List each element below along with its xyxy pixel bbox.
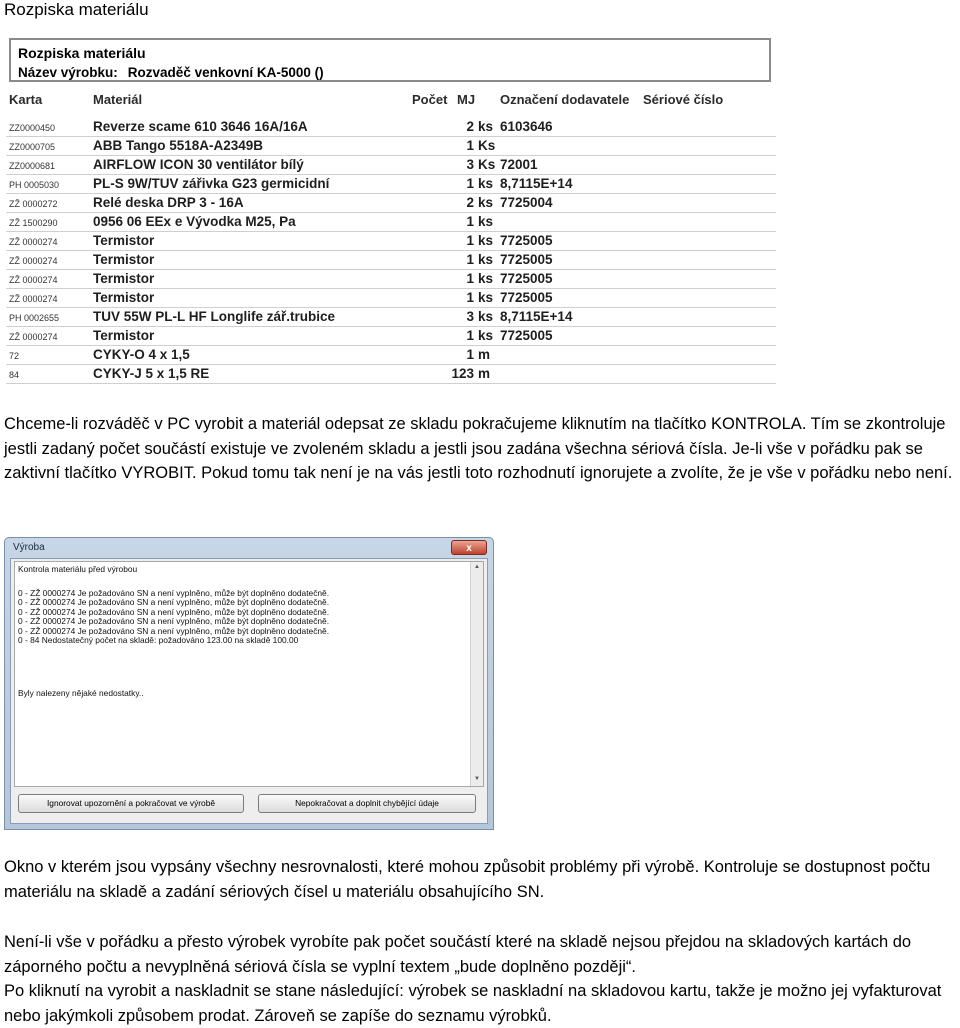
cell-unit: Ks — [478, 138, 496, 153]
dialog-title: Výroba — [13, 542, 45, 553]
cell-count: 1 — [466, 233, 474, 248]
cell-unit: ks — [478, 271, 494, 286]
cell-supplier: 8,7115E+14 — [500, 309, 573, 324]
cell-supplier: 8,7115E+14 — [500, 176, 573, 191]
bom-row — [6, 137, 776, 156]
cell-count: 2 — [466, 119, 474, 134]
cell-material: Termistor — [93, 290, 155, 305]
cell-unit: ks — [478, 119, 494, 134]
cell-material: 0956 06 EEx e Vývodka M25, Pa — [93, 214, 296, 229]
cell-unit: ks — [478, 328, 494, 343]
cell-supplier: 6103646 — [500, 119, 553, 134]
cell-card: ZŽ 1500290 — [9, 218, 58, 228]
col-supplier: Označení dodavatele — [500, 92, 630, 107]
scroll-up-icon[interactable]: ▲ — [474, 564, 480, 570]
cell-unit: ks — [478, 195, 494, 210]
cell-unit: ks — [478, 252, 494, 267]
cell-card: ZŽ 0000274 — [9, 332, 58, 342]
cell-material: CYKY-J 5 x 1,5 RE — [93, 366, 210, 381]
cell-card: ZŽ 0000272 — [9, 199, 58, 209]
close-button[interactable]: x — [451, 540, 487, 555]
col-count: Počet — [412, 92, 448, 107]
cell-count: 1 — [466, 214, 474, 229]
memo-line: 0 - 84 Nedostatečný počet na skladě: požadováno 123.00 na skladě 100.00 — [18, 635, 299, 646]
cell-material: CYKY-O 4 x 1,5 — [93, 347, 190, 362]
cell-material: Termistor — [93, 252, 155, 267]
paragraph-kontrola: Chceme-li rozváděč v PC vyrobit a materiál odepsat ze skladu pokračujeme kliknutím na tlačítko KONTROLA. Tím se zkontroluje jestli zadaný počet součástí existuje ve zvoleném skladu a jestli jsou zadána všechna sériová čísla. Je-li vše v pořádku pak se zaktivní tlačítko VYROBIT. Pokud tomu tak není je na vás jestli toto rozhodnutí ignorujete a zvolíte, že je vše v pořádku nebo není. — [4, 415, 953, 482]
product-name-line — [18, 65, 334, 80]
memo-heading: Kontrola materiálu před výrobou — [18, 564, 138, 574]
bom-row — [6, 308, 776, 327]
bom-row — [6, 156, 776, 175]
col-serial: Sériové číslo — [643, 92, 724, 107]
cell-material: PL-S 9W/TUV zářivka G23 germicidní — [93, 176, 330, 191]
bom-row — [6, 327, 776, 346]
cell-card: ZZ0000450 — [9, 123, 56, 133]
cell-count: 123 — [451, 366, 474, 381]
cell-card: PH 0005030 — [9, 180, 60, 190]
cell-supplier: 72001 — [500, 157, 538, 172]
product-label: Název výrobku: — [18, 65, 118, 80]
cell-unit: ks — [478, 309, 494, 324]
bom-row — [6, 270, 776, 289]
cell-material: AIRFLOW ICON 30 ventilátor bílý — [93, 157, 304, 172]
cell-card: ZŽ 0000274 — [9, 275, 58, 285]
cell-supplier: 7725005 — [500, 252, 553, 267]
bom-title: Rozpiska materiálu — [18, 45, 146, 61]
dialog-body — [10, 558, 488, 824]
col-card: Karta — [9, 92, 43, 107]
production-dialog — [4, 537, 494, 830]
cell-count: 2 — [466, 195, 474, 210]
scroll-down-icon[interactable]: ▼ — [474, 776, 480, 782]
memo-line: 0 - ZŽ 0000274 Je požadováno SN a není vyplněno, může být doplněno dodatečně. — [18, 588, 330, 598]
bom-row — [6, 175, 776, 194]
memo-line: 0 - ZŽ 0000274 Je požadováno SN a není vyplněno, může být doplněno dodatečně. — [18, 597, 330, 608]
cell-count: 3 — [466, 157, 474, 172]
col-unit: MJ — [457, 92, 476, 107]
bom-column-headers — [6, 92, 776, 110]
bom-rows — [6, 118, 776, 384]
cell-supplier: 7725005 — [500, 328, 553, 343]
bom-row — [6, 346, 776, 365]
cell-count: 1 — [466, 252, 474, 267]
cell-unit: ks — [478, 176, 494, 191]
cell-material: Termistor — [93, 271, 155, 286]
memo-line: 0 - ZŽ 0000274 Je požadováno SN a není vyplněno, může být doplněno dodatečně. — [18, 606, 330, 617]
page-heading: Rozpiska materiálu — [4, 0, 149, 19]
cell-card: ZZ0000705 — [9, 142, 56, 152]
memo-scrollbar[interactable] — [470, 562, 483, 786]
paragraph-po-kliknuti: Po kliknutí na vyrobit a naskladnit se stane následující: výrobek se naskladní na skladovou kartu, takže je možno jej vyfakturovat nebo jakýmkoli způsobem prodat. Zároveň se zapíše do seznamu výrobků. — [4, 982, 942, 1025]
cell-material: Relé deska DRP 3 - 16A — [93, 195, 244, 210]
cell-count: 3 — [466, 309, 474, 324]
cell-count: 1 — [466, 347, 474, 362]
cell-card: 84 — [9, 370, 20, 380]
memo-footer: Byly nalezeny nějaké nedostatky.. — [18, 688, 144, 698]
product-value: Rozvaděč venkovní KA-5000 () — [127, 65, 324, 80]
cell-count: 1 — [466, 328, 474, 343]
cell-card: 72 — [9, 351, 20, 361]
memo-line: 0 - ZŽ 0000274 Je požadováno SN a není vyplněno, může být doplněno dodatečně. — [18, 625, 330, 636]
bom-row — [6, 365, 776, 384]
memo-lines — [18, 589, 329, 645]
cell-count: 1 — [466, 290, 474, 305]
ignore-warnings-button[interactable]: Ignorovat upozornění a pokračovat ve výrobě — [18, 794, 244, 813]
cell-supplier: 7725004 — [500, 195, 553, 210]
cell-material: Termistor — [93, 328, 155, 343]
cell-card: PH 0002655 — [9, 313, 60, 323]
do-not-continue-button[interactable]: Nepokračovat a doplnit chybějící údaje — [258, 794, 476, 813]
cell-unit: ks — [478, 233, 494, 248]
cell-unit: m — [478, 366, 491, 381]
cell-card: ZŽ 0000274 — [9, 237, 58, 247]
cell-unit: ks — [478, 214, 494, 229]
bom-header-box — [9, 38, 771, 82]
bom-row — [6, 194, 776, 213]
paragraph-neni: Není-li vše v pořádku a přesto výrobek vyrobíte pak počet součástí které na skladě nejsou přejdou na skladových kartách do záporného počtu a nevyplněná sériová čísla se vyplní textem „bude doplněno později“. — [4, 933, 912, 976]
cell-count: 1 — [466, 138, 474, 153]
cell-card: ZZ0000681 — [9, 161, 56, 171]
cell-unit: ks — [478, 290, 494, 305]
cell-card: ZŽ 0000274 — [9, 294, 58, 304]
cell-material: ABB Tango 5518A-A2349B — [93, 138, 264, 153]
bom-row — [6, 213, 776, 232]
cell-count: 1 — [466, 271, 474, 286]
cell-supplier: 7725005 — [500, 233, 553, 248]
memo-line: 0 - ZŽ 0000274 Je požadováno SN a není vyplněno, může být doplněno dodatečně. — [18, 616, 330, 627]
cell-supplier: 7725005 — [500, 271, 553, 286]
cell-count: 1 — [466, 176, 474, 191]
check-log-memo[interactable] — [14, 561, 484, 787]
cell-material: TUV 55W PL-L HF Longlife zář.trubice — [93, 309, 336, 324]
cell-card: ZŽ 0000274 — [9, 256, 58, 266]
bom-screenshot — [6, 34, 776, 386]
bom-row — [6, 289, 776, 308]
bom-row — [6, 251, 776, 270]
cell-material: Reverze scame 610 3646 16A/16A — [93, 119, 308, 134]
cell-unit: m — [478, 347, 491, 362]
col-material: Materiál — [93, 92, 143, 107]
paragraph-okno: Okno v kterém jsou vypsány všechny nesrovnalosti, které mohou způsobit problémy při výrobě. Kontroluje se dostupnost počtu materiálu na skladě a zadání sériových čísel u materiálu obsahujícího SN. — [4, 858, 931, 901]
bom-row — [6, 232, 776, 251]
cell-supplier: 7725005 — [500, 290, 553, 305]
bom-row — [6, 118, 776, 137]
cell-material: Termistor — [93, 233, 155, 248]
cell-unit: Ks — [478, 157, 496, 172]
